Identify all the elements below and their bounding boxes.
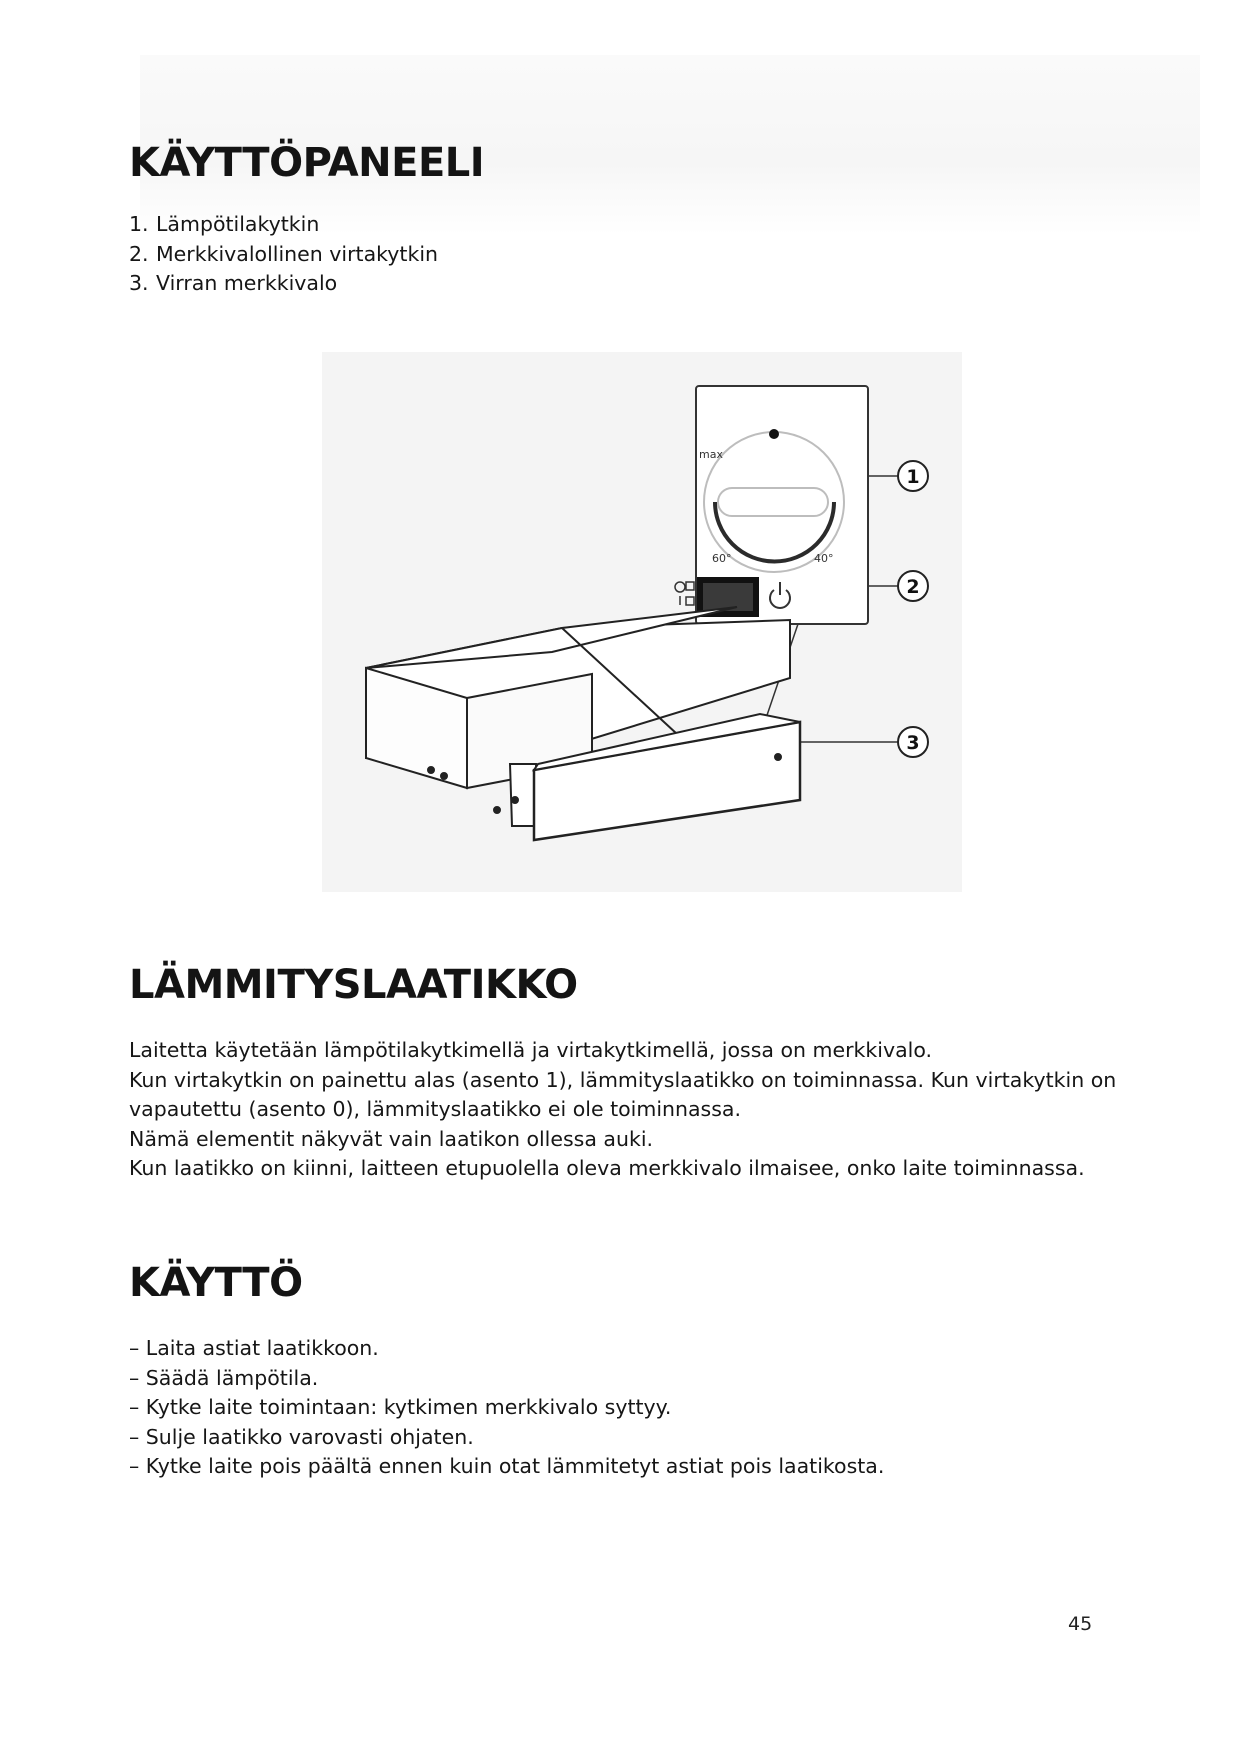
list-item: 2. Merkkivalollinen virtakytkin: [129, 241, 439, 266]
control-panel-diagram: [322, 352, 962, 892]
list-item: – Kytke laite toimintaan: kytkimen merkkivalo syttyy.: [129, 1395, 672, 1419]
indicator-light: [775, 754, 781, 760]
dial-marker-icon: [769, 429, 779, 439]
paragraph-line: Nämä elementit näkyvät vain laatikon ollessa auki.: [129, 1126, 654, 1151]
paragraph-line: Laitetta käytetään lämpötilakytkimellä ja virtakytkimellä, jossa on merkkivalo.: [129, 1038, 933, 1062]
paragraph-line: vapautettu (asento 0), lämmityslaatikko ei ole toiminnassa.: [129, 1097, 741, 1121]
dial-label-60: 60°: [712, 552, 732, 565]
list-item: – Säädä lämpötila.: [129, 1365, 319, 1390]
control-panel-list: [129, 210, 438, 299]
heading-usage: KÄYTTÖ: [129, 1260, 303, 1306]
list-item: – Kytke laite pois päältä ennen kuin otat lämmitetyt astiat pois laatikosta.: [129, 1454, 885, 1478]
svg-text:1: 1: [906, 466, 920, 488]
list-item: – Sulje laatikko varovasti ohjaten.: [129, 1424, 474, 1449]
svg-text:2: 2: [906, 576, 920, 598]
dial-label-max: max: [699, 448, 723, 461]
callout-2: [898, 571, 928, 601]
list-item: – Laita astiat laatikkoon.: [129, 1336, 379, 1360]
paragraph-line: Kun laatikko on kiinni, laitteen etupuolella oleva merkkivalo ilmaisee, onko laite toiminnassa.: [129, 1156, 1085, 1180]
list-item: 3. Virran merkkivalo: [129, 271, 338, 295]
svg-text:3: 3: [906, 732, 920, 754]
dial-label-40: 40°: [814, 552, 834, 565]
page-number: 45: [1068, 1613, 1093, 1635]
list-item: 1. Lämpötilakytkin: [129, 212, 320, 236]
callout-3: [898, 727, 928, 757]
heading-control-panel: KÄYTTÖPANEELI: [129, 140, 485, 186]
usage-steps: [129, 1334, 884, 1482]
paragraph-line: Kun virtakytkin on painettu alas (asento 1), lämmityslaatikko on toiminnassa. Kun virtakytkin on: [129, 1067, 1117, 1092]
heading-warming-drawer: LÄMMITYSLAATIKKO: [129, 962, 578, 1008]
callout-1: [898, 461, 928, 491]
warming-drawer-paragraph: [129, 1036, 1116, 1184]
